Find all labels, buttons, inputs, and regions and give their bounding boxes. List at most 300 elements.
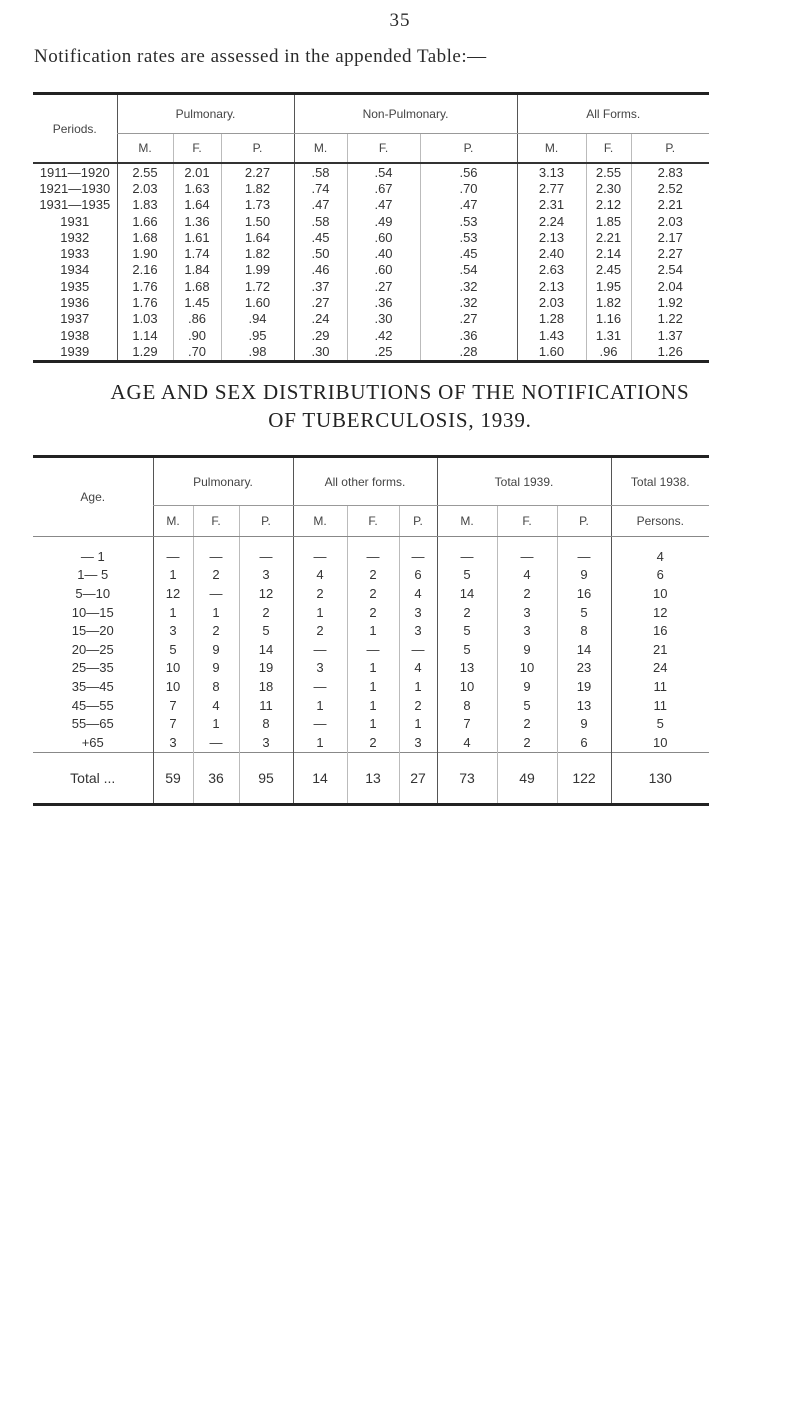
col-p: P.	[631, 134, 709, 164]
count-cell: 7	[437, 714, 497, 733]
count-cell: 3	[153, 733, 193, 752]
table-row	[33, 262, 709, 278]
count-cell: 7	[153, 696, 193, 715]
page-number: 35	[389, 10, 411, 31]
rate-cell: 1.84	[173, 262, 221, 278]
count-cell: —	[399, 547, 437, 566]
rate-cell: 2.21	[631, 197, 709, 213]
rate-cell: 1.92	[631, 294, 709, 310]
period-cell: 1938	[60, 327, 90, 343]
table-row	[33, 213, 709, 229]
rate-cell: 2.24	[517, 213, 586, 229]
count-cell: 10	[153, 677, 193, 696]
count-cell: 5	[153, 640, 193, 659]
rate-cell: 1.90	[117, 245, 173, 261]
count-cell: 7	[153, 714, 193, 733]
count-cell: 8	[557, 621, 611, 640]
rate-cell: 1.68	[117, 229, 173, 245]
rate-cell: 2.12	[586, 197, 631, 213]
rate-cell: 2.03	[517, 294, 586, 310]
rate-cell: 1.64	[173, 197, 221, 213]
count-cell: 6	[611, 566, 709, 585]
rate-cell: 1.03	[117, 311, 173, 327]
age-cell: — 1	[80, 548, 105, 564]
count-cell: 10	[437, 677, 497, 696]
count-cell: 2	[347, 566, 399, 585]
rate-cell: 2.14	[586, 245, 631, 261]
count-cell: 24	[611, 659, 709, 678]
age-sex-distribution-table	[33, 455, 709, 806]
period-cell: 1911—1920	[39, 164, 110, 180]
count-cell: 2	[437, 603, 497, 622]
table-row	[33, 566, 709, 585]
count-cell: 1	[347, 677, 399, 696]
rate-cell: 2.21	[586, 229, 631, 245]
group-header-total-1939: Total 1939.	[437, 457, 611, 506]
rate-cell: .74	[294, 180, 347, 196]
count-cell: 2	[293, 584, 347, 603]
total-cell: 27	[399, 752, 437, 804]
rate-cell: 2.27	[221, 163, 294, 180]
spacer-cell	[497, 537, 557, 548]
rate-cell: .29	[294, 327, 347, 343]
rate-cell: 1.82	[221, 180, 294, 196]
count-cell: —	[347, 640, 399, 659]
table-row	[33, 343, 709, 361]
total-cell: 14	[293, 752, 347, 804]
period-cell: 1921—1930	[39, 180, 111, 196]
rate-cell: .32	[420, 294, 517, 310]
col-f: F.	[193, 506, 239, 537]
rate-cell: 1.82	[221, 245, 294, 261]
rate-cell: 2.52	[631, 180, 709, 196]
rate-cell: 1.37	[631, 327, 709, 343]
group-header-total-1938: Total 1938.	[611, 457, 709, 506]
rate-cell: .53	[420, 213, 517, 229]
rate-cell: .96	[586, 343, 631, 361]
count-cell: 3	[293, 659, 347, 678]
rate-cell: 1.43	[517, 327, 586, 343]
total-cell: 13	[347, 752, 399, 804]
count-cell: 6	[557, 733, 611, 752]
rate-cell: .47	[294, 197, 347, 213]
count-cell: 19	[239, 659, 293, 678]
table-row	[33, 278, 709, 294]
group-header-pulmonary: Pulmonary.	[153, 457, 293, 506]
rate-cell: 1.83	[117, 197, 173, 213]
rate-cell: 1.74	[173, 245, 221, 261]
count-cell: —	[293, 640, 347, 659]
group-header-all-forms: All Forms.	[517, 94, 709, 134]
rate-cell: .60	[347, 229, 420, 245]
count-cell: 1	[399, 714, 437, 733]
table-row	[33, 677, 709, 696]
count-cell: 16	[557, 584, 611, 603]
rate-cell: 2.03	[631, 213, 709, 229]
count-cell: 2	[347, 733, 399, 752]
col-m: M.	[293, 506, 347, 537]
count-cell: —	[239, 547, 293, 566]
count-cell: 10	[611, 733, 709, 752]
spacer-cell	[153, 537, 193, 548]
count-cell: —	[193, 584, 239, 603]
section-heading-line2: OF TUBERCULOSIS, 1939.	[268, 408, 532, 432]
count-cell: —	[153, 547, 193, 566]
count-cell: 3	[497, 621, 557, 640]
count-cell: —	[557, 547, 611, 566]
total-cell: 95	[239, 752, 293, 804]
age-cell: 25—35	[71, 660, 114, 676]
rate-cell: .86	[173, 311, 221, 327]
count-cell: 10	[497, 659, 557, 678]
rate-cell: 2.63	[517, 262, 586, 278]
rate-cell: 1.95	[586, 278, 631, 294]
col-persons: Persons.	[611, 506, 709, 537]
count-cell: 14	[239, 640, 293, 659]
rate-cell: 2.27	[631, 245, 709, 261]
total-cell: 49	[497, 752, 557, 804]
count-cell: 4	[437, 733, 497, 752]
table-row	[33, 245, 709, 261]
total-cell: 130	[611, 752, 709, 804]
count-cell: 5	[437, 640, 497, 659]
rate-cell: .60	[347, 262, 420, 278]
count-cell: 4	[193, 696, 239, 715]
rate-cell: .30	[347, 311, 420, 327]
count-cell: 1	[153, 603, 193, 622]
total-row	[33, 752, 709, 804]
total-cell: 122	[557, 752, 611, 804]
rate-cell: 1.68	[173, 278, 221, 294]
count-cell: 9	[497, 677, 557, 696]
period-cell: 1933	[60, 246, 90, 262]
spacer-cell	[347, 537, 399, 548]
group-header-non-pulmonary: Non-Pulmonary.	[294, 94, 517, 134]
count-cell: 21	[611, 640, 709, 659]
count-cell: 11	[239, 696, 293, 715]
count-cell: 8	[239, 714, 293, 733]
table-row	[33, 640, 709, 659]
rate-cell: 2.16	[117, 262, 173, 278]
count-cell: 4	[399, 584, 437, 603]
rate-cell: .45	[420, 245, 517, 261]
total-cell: 36	[193, 752, 239, 804]
rate-cell: 1.82	[586, 294, 631, 310]
rate-cell: .27	[294, 294, 347, 310]
count-cell: 10	[611, 584, 709, 603]
rate-cell: .98	[221, 343, 294, 361]
rate-cell: 1.66	[117, 213, 173, 229]
count-cell: 3	[399, 603, 437, 622]
spacer-cell	[239, 537, 293, 548]
spacer-cell	[293, 537, 347, 548]
count-cell: 1	[347, 714, 399, 733]
count-cell: —	[399, 640, 437, 659]
count-cell: 11	[611, 696, 709, 715]
age-cell: 20—25	[71, 641, 114, 657]
count-cell: 1	[193, 714, 239, 733]
rate-cell: 2.30	[586, 180, 631, 196]
table-row	[33, 197, 709, 213]
col-f: F.	[347, 134, 420, 164]
count-cell: 5	[437, 566, 497, 585]
table-row	[33, 584, 709, 603]
rate-cell: 2.17	[631, 229, 709, 245]
count-cell: 1	[293, 696, 347, 715]
rate-cell: .54	[347, 163, 420, 180]
rate-cell: .24	[294, 311, 347, 327]
rate-cell: 2.45	[586, 262, 631, 278]
table-row	[33, 696, 709, 715]
count-cell: 12	[611, 603, 709, 622]
rate-cell: .25	[347, 343, 420, 361]
count-cell: 3	[399, 733, 437, 752]
rate-cell: 2.77	[517, 180, 586, 196]
rate-cell: 1.50	[221, 213, 294, 229]
count-cell: 8	[193, 677, 239, 696]
rate-cell: 1.99	[221, 262, 294, 278]
rate-cell: .58	[294, 213, 347, 229]
rate-cell: 1.28	[517, 311, 586, 327]
count-cell: 9	[497, 640, 557, 659]
count-cell: —	[293, 677, 347, 696]
spacer-row	[33, 537, 709, 548]
col-p: P.	[239, 506, 293, 537]
spacer-cell	[611, 537, 709, 548]
count-cell: 13	[557, 696, 611, 715]
table-row	[33, 603, 709, 622]
count-cell: 3	[399, 621, 437, 640]
rate-cell: 1.64	[221, 229, 294, 245]
count-cell: —	[437, 547, 497, 566]
period-cell: 1934	[60, 262, 90, 278]
count-cell: 2	[497, 584, 557, 603]
count-cell: 16	[611, 621, 709, 640]
col-p: P.	[221, 134, 294, 164]
age-cell: 35—45	[71, 678, 114, 694]
rate-cell: .40	[347, 245, 420, 261]
count-cell: —	[193, 733, 239, 752]
count-cell: 9	[193, 659, 239, 678]
rate-cell: .90	[173, 327, 221, 343]
col-f: F.	[497, 506, 557, 537]
rate-cell: .53	[420, 229, 517, 245]
count-cell: 1	[347, 621, 399, 640]
col-m: M.	[437, 506, 497, 537]
rate-cell: 1.31	[586, 327, 631, 343]
col-m: M.	[517, 134, 586, 164]
rate-cell: 1.16	[586, 311, 631, 327]
period-cell: 1931	[60, 213, 90, 229]
rate-cell: 1.85	[586, 213, 631, 229]
col-m: M.	[153, 506, 193, 537]
period-cell: 1932	[60, 229, 90, 245]
table-row	[33, 163, 709, 180]
count-cell: 8	[437, 696, 497, 715]
total-cell: 59	[153, 752, 193, 804]
count-cell: 1	[347, 659, 399, 678]
count-cell: 1	[399, 677, 437, 696]
rate-cell: 1.63	[173, 180, 221, 196]
count-cell: 1	[293, 733, 347, 752]
group-header-pulmonary: Pulmonary.	[117, 94, 294, 134]
count-cell: 1	[347, 696, 399, 715]
total-cell: 73	[437, 752, 497, 804]
spacer-cell	[399, 537, 437, 548]
table-row	[33, 621, 709, 640]
rate-cell: 2.55	[117, 163, 173, 180]
rate-cell: .95	[221, 327, 294, 343]
rate-cell: .37	[294, 278, 347, 294]
rate-cell: 1.22	[631, 311, 709, 327]
rate-cell: .47	[347, 197, 420, 213]
count-cell: —	[293, 547, 347, 566]
count-cell: 2	[497, 733, 557, 752]
period-cell: 1936	[60, 295, 90, 311]
rate-cell: 1.26	[631, 343, 709, 361]
col-p: P.	[557, 506, 611, 537]
count-cell: 2	[193, 621, 239, 640]
count-cell: 3	[497, 603, 557, 622]
rate-cell: .50	[294, 245, 347, 261]
rate-cell: 2.03	[117, 180, 173, 196]
rate-cell: 1.76	[117, 294, 173, 310]
count-cell: 5	[611, 714, 709, 733]
count-cell: —	[293, 714, 347, 733]
count-cell: 4	[293, 566, 347, 585]
count-cell: 2	[293, 621, 347, 640]
count-cell: 2	[193, 566, 239, 585]
col-m: M.	[117, 134, 173, 164]
age-cell: 45—55	[71, 697, 114, 713]
count-cell: 2	[347, 603, 399, 622]
count-cell: 3	[153, 621, 193, 640]
period-cell: 1937	[60, 311, 90, 327]
rate-cell: .58	[294, 163, 347, 180]
rate-cell: .30	[294, 343, 347, 361]
count-cell: 5	[239, 621, 293, 640]
age-cell: 55—65	[71, 716, 114, 732]
rate-cell: .27	[347, 278, 420, 294]
table-row	[33, 180, 709, 196]
table-row	[33, 714, 709, 733]
count-cell: 10	[153, 659, 193, 678]
age-cell: +65	[81, 734, 104, 750]
rate-cell: .70	[173, 343, 221, 361]
count-cell: 14	[437, 584, 497, 603]
table-row	[33, 311, 709, 327]
period-cell: 1935	[60, 278, 90, 294]
count-cell: 6	[399, 566, 437, 585]
spacer-cell	[193, 537, 239, 548]
period-cell: 1931—1935	[39, 197, 111, 213]
col-p: P.	[399, 506, 437, 537]
count-cell: 14	[557, 640, 611, 659]
rate-cell: .42	[347, 327, 420, 343]
count-cell: 2	[239, 603, 293, 622]
total-label: Total ...	[33, 752, 153, 804]
count-cell: 5	[557, 603, 611, 622]
count-cell: —	[347, 547, 399, 566]
count-cell: 12	[239, 584, 293, 603]
count-cell: 1	[153, 566, 193, 585]
count-cell: 11	[611, 677, 709, 696]
count-cell: 1	[293, 603, 347, 622]
count-cell: 12	[153, 584, 193, 603]
count-cell: 3	[239, 733, 293, 752]
count-cell: 3	[239, 566, 293, 585]
rate-cell: .94	[221, 311, 294, 327]
section-heading: AGE AND SEX DISTRIBUTIONS OF THE NOTIFICATIONS	[110, 380, 690, 404]
rate-cell: 1.76	[117, 278, 173, 294]
periods-header: Periods.	[33, 94, 117, 164]
rate-cell: 1.73	[221, 197, 294, 213]
count-cell: 2	[347, 584, 399, 603]
count-cell: 4	[497, 566, 557, 585]
count-cell: 19	[557, 677, 611, 696]
rate-cell: .36	[420, 327, 517, 343]
rate-cell: 1.61	[173, 229, 221, 245]
count-cell: 23	[557, 659, 611, 678]
age-cell: 5—10	[75, 585, 111, 601]
count-cell: 9	[193, 640, 239, 659]
table-row	[33, 733, 709, 752]
rate-cell: .47	[420, 197, 517, 213]
col-f: F.	[347, 506, 399, 537]
rate-cell: 1.14	[117, 327, 173, 343]
rate-cell: .54	[420, 262, 517, 278]
age-cell: 10—15	[71, 604, 114, 620]
rate-cell: 2.13	[517, 278, 586, 294]
count-cell: 1	[193, 603, 239, 622]
count-cell: —	[193, 547, 239, 566]
rate-cell: .67	[347, 180, 420, 196]
table-row	[33, 547, 709, 566]
age-cell: 15—20	[71, 623, 114, 639]
rate-cell: .46	[294, 262, 347, 278]
age-cell: 1— 5	[77, 567, 109, 583]
rate-cell: .70	[420, 180, 517, 196]
col-f: F.	[173, 134, 221, 164]
count-cell: 2	[399, 696, 437, 715]
count-cell: 9	[557, 714, 611, 733]
table-row	[33, 659, 709, 678]
count-cell: 18	[239, 677, 293, 696]
rate-cell: 2.54	[631, 262, 709, 278]
rate-cell: 2.40	[517, 245, 586, 261]
rate-cell: 1.72	[221, 278, 294, 294]
rate-cell: 1.45	[173, 294, 221, 310]
col-p: P.	[420, 134, 517, 164]
count-cell: 2	[497, 714, 557, 733]
count-cell: 9	[557, 566, 611, 585]
rate-cell: 1.36	[173, 213, 221, 229]
rate-cell: 2.01	[173, 163, 221, 180]
count-cell: 4	[399, 659, 437, 678]
spacer-cell	[437, 537, 497, 548]
rate-cell: .49	[347, 213, 420, 229]
intro-text: Notification rates are assessed in the appended Table:—	[34, 46, 487, 67]
rate-cell: 3.13	[517, 163, 586, 180]
rate-cell: .36	[347, 294, 420, 310]
rate-cell: .32	[420, 278, 517, 294]
count-cell: —	[497, 547, 557, 566]
notification-rates-table	[33, 92, 709, 363]
rate-cell: 1.60	[517, 343, 586, 361]
table-row	[33, 327, 709, 343]
period-cell: 1939	[60, 343, 90, 359]
rate-cell: 2.13	[517, 229, 586, 245]
